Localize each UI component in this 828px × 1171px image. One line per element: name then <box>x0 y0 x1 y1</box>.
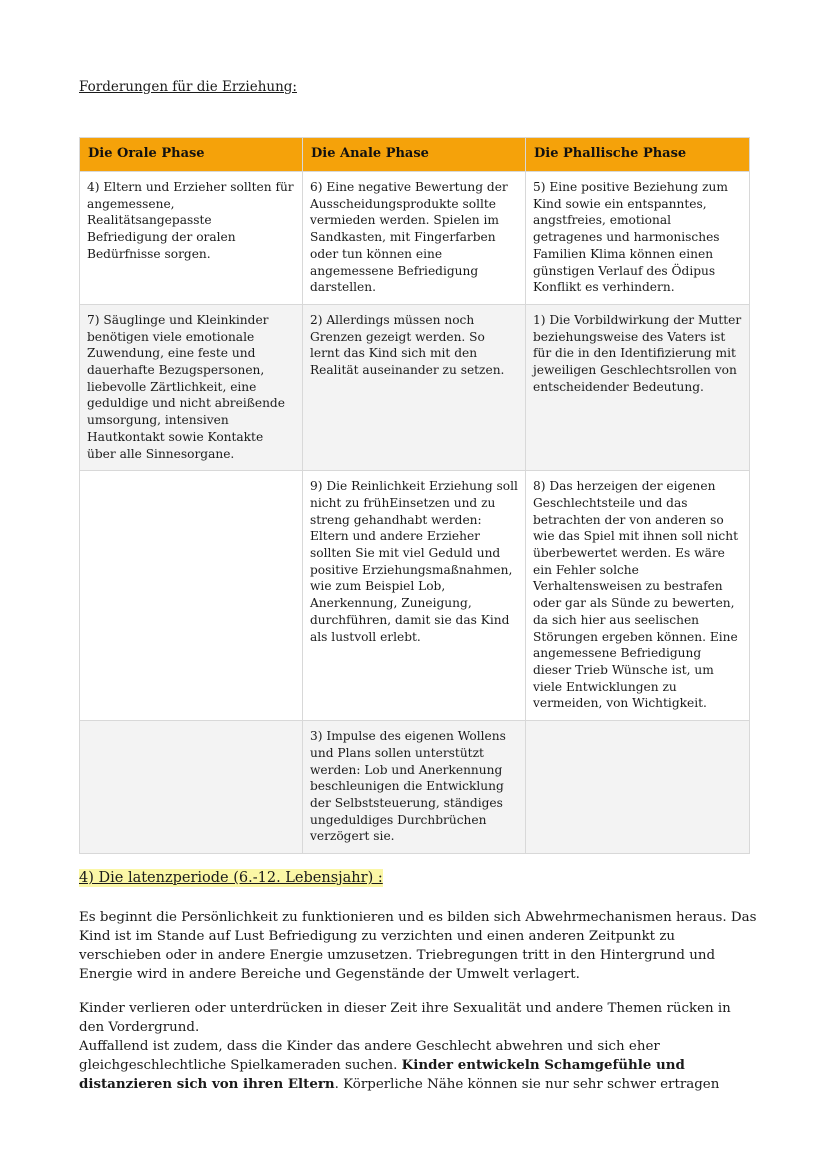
header-phallic-phase: Die Phallische Phase <box>526 138 750 172</box>
table-row <box>80 304 750 470</box>
paragraph-personality: Es beginnt die Persönlichkeit zu funktionieren und es bilden sich Abwehrmechanismen heraus. Das Kind ist im Stande auf Lust Befriedigung zu verzichten und einen anderen Zeitpunkt zu verschieben oder in andere Energie umzusetzen. Triebregungen tritt in den Hintergrund und Energie wird in andere Bereiche und Gegenstände der Umwelt verlagert. <box>79 910 757 982</box>
table-cell: 5) Eine positive Beziehung zum Kind sowie ein entspanntes, angstfreies, emotional getragenes und harmonisches Familien Klima können einen günstigen Verlauf des Ödipus Konflikt es verhindern. <box>526 172 750 305</box>
table-row <box>80 172 750 305</box>
table-cell <box>80 721 303 854</box>
table-row <box>80 721 750 854</box>
table-cell: 1) Die Vorbildwirkung der Mutter beziehungsweise des Vaters ist für die in den Identifizierung mit jeweiligen Geschlechtsrollen von entscheidender Bedeutung. <box>526 304 750 470</box>
header-anal-phase: Die Anale Phase <box>303 138 526 172</box>
page-heading: Forderungen für die Erziehung: <box>79 79 297 95</box>
table-row <box>80 471 750 721</box>
bold-emphasis: Kinder entwickeln Schamgefühle und distanzieren sich von ihren Eltern <box>79 1057 685 1092</box>
header-oral-phase: Die Orale Phase <box>80 138 303 172</box>
table-cell: 8) Das herzeigen der eigenen Geschlechtsteile und das betrachten der von anderen so wie das Spiel mit ihnen soll nicht überbewertet werden. Es wäre ein Fehler solche Verhaltensweisen zu bestrafen oder gar als Sünde zu bewerten, da sich hier aus seelischen Störungen ergeben können. Eine angemessene Befriedigung dieser Trieb Wünsche ist, um viele Entwicklungen zu vermeiden, von Wichtigkeit. <box>526 471 750 721</box>
section-title-latency-period: 4) Die latenzperiode (6.-12. Lebensjahr) : <box>79 870 383 886</box>
table-cell <box>526 721 750 854</box>
table-cell: 4) Eltern und Erzieher sollten für angemessene, Realitätsangepasste Befriedigung der oralen Bedürfnisse sorgen. <box>80 172 303 305</box>
table-header-row <box>80 138 750 172</box>
paragraph-text: Kinder verlieren oder unterdrücken in dieser Zeit ihre Sexualität und andere Themen rücken in den Vordergrund. <box>79 1001 731 1035</box>
table-cell: 2) Allerdings müssen noch Grenzen gezeigt werden. So lernt das Kind sich mit den Realität auseinander zu setzen. <box>303 304 526 470</box>
table-cell: 3) Impulse des eigenen Wollens und Plans sollen unterstützt werden: Lob und Anerkennung beschleunigen die Entwicklung der Selbststeuerung, ständiges ungeduldiges Durchbrüchen verzögert sie. <box>303 721 526 854</box>
table-cell <box>80 471 303 721</box>
education-requirements-table <box>79 137 750 854</box>
paragraph-text: Auffallend ist zudem, dass die Kinder das andere Geschlecht abwehren und sich eher gleichgeschlechtliche Spielkameraden suchen. <box>79 1039 660 1073</box>
table-cell: 6) Eine negative Bewertung der Ausscheidungsprodukte sollte vermieden werden. Spielen im Sandkasten, mit Fingerfarben oder tun können eine angemessene Befriedigung darstellen. <box>303 172 526 305</box>
table-cell: 7) Säuglinge und Kleinkinder benötigen viele emotionale Zuwendung, eine feste und dauerhafte Bezugspersonen, liebevolle Zärtlichkeit, eine geduldige und nicht abreißende umsorgung, intensiven Hautkontakt sowie Kontakte über alle Sinnesorgane. <box>80 304 303 470</box>
table-cell: 9) Die Reinlichkeit Erziehung soll nicht zu frühEinsetzen und zu streng gehandhabt werden: Eltern und andere Erzieher sollten Sie mit viel Geduld und positive Erziehungsmaßnahmen, wie zum Beispiel Lob, Anerkennung, Zuneigung, durchführen, damit sie das Kind als lustvoll erlebt. <box>303 471 526 721</box>
paragraph-sexuality <box>79 999 759 1094</box>
paragraph-text: . Körperliche Nähe können sie nur sehr schwer ertragen <box>334 1077 720 1092</box>
